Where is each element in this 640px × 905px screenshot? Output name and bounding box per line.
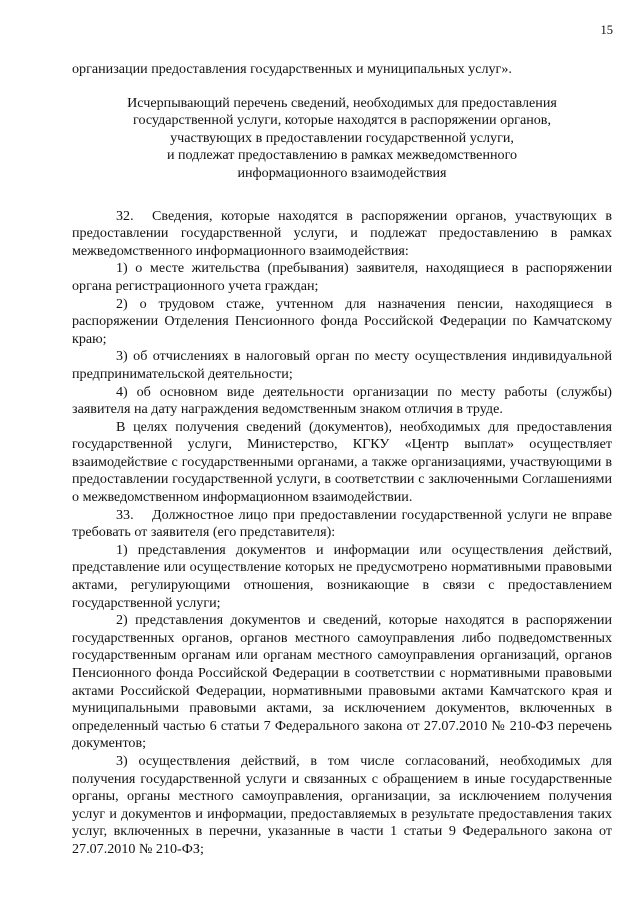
numbered-paragraph [72,507,612,542]
lead-text: организации предоставления государственных и муниципальных услуг». [72,61,512,77]
document-body [72,61,612,859]
section-heading [102,95,582,183]
paragraph: В целях получения сведений (документов), необходимых для предоставления государственной услуги, Министерство, КГКУ «Центр выплат» осуществляет взаимодействие с государственными органами, а также организациями, участвующими в предоставлении государственной услуги, в соответствии с заключенными Соглашениями о межведомственном информационном взаимодействии. [72,418,612,506]
list-item: 2) о трудовом стаже, учтенном для назначения пенсии, находящиеся в распоряжении Отделения Пенсионного фонда Российской Федерации по Камчатскому краю; [72,295,612,347]
page-number: 15 [600,23,613,37]
heading-line: и подлежат предоставлению в рамках межведомственного [166,147,518,164]
paragraph-number: 32. [116,207,134,224]
list-item: 1) представления документов и информации или осуществления действий, представление или осуществление которых не предусмотрено нормативными правовыми актами, регулирующими отношения, возникающие в связи с предоставлением государственной услуги; [72,541,612,611]
paragraph-number: 33. [116,506,134,523]
paragraph-text: Должностное лицо при предоставлении государственной услуги не вправе требовать от заявителя (его представителя): [72,506,612,541]
list-item: 1) о месте жительства (пребывания) заявителя, находящиеся в распоряжении органа регистрационного учета граждан; [72,260,612,294]
paragraph-text: Сведения, которые находятся в распоряжении органов, участвующих в предоставлении государственной услуги, и подлежат предоставлению в рамках межведомственного информационного взаимодействия: [72,207,612,259]
list-item: 3) об отчислениях в налоговый орган по месту осуществления индивидуальной предпринимательской деятельности; [72,348,612,382]
list-item: 3) осуществления действий, в том числе согласований, необходимых для получения государственной услуги и связанных с обращением в иные государственные органы, органы местного самоуправления, организации, за исключением получения услуг и документов и информации, предоставляемых в результате предоставления таких услуг, включенных в перечни, указанные в части 1 статьи 9 Федерального закона от 27.07.2010 № 210-ФЗ; [72,752,612,857]
heading-line: участвующих в предоставлении государственной услуги, [170,129,514,146]
heading-line: государственной услуги, которые находятся в распоряжении органов, [133,112,551,129]
heading-line: Исчерпывающий перечень сведений, необходимых для предоставления [127,94,557,111]
numbered-paragraph [72,208,612,261]
list-item: 4) об основном виде деятельности организации по месту работы (службы) заявителя на дату награждения ведомственным знаком отличия в труде. [72,383,612,418]
list-item: 2) представления документов и сведений, которые находятся в распоряжении государственных органов, органов местного самоуправления либо подведомственных государственным органам или органам местного самоуправления организаций, органов Пенсионного фонда Российской Федерации в соответствии с нормативными правовыми актами Российской Федерации, нормативными правовыми актами Камчатского края и муниципальными правовыми актами, за исключением документов, включенных в определенный частью 6 статьи 7 Федерального закона от 27.07.2010 № 210-ФЗ перечень документов; [72,612,612,752]
heading-line: информационного взаимодействия [237,164,447,181]
